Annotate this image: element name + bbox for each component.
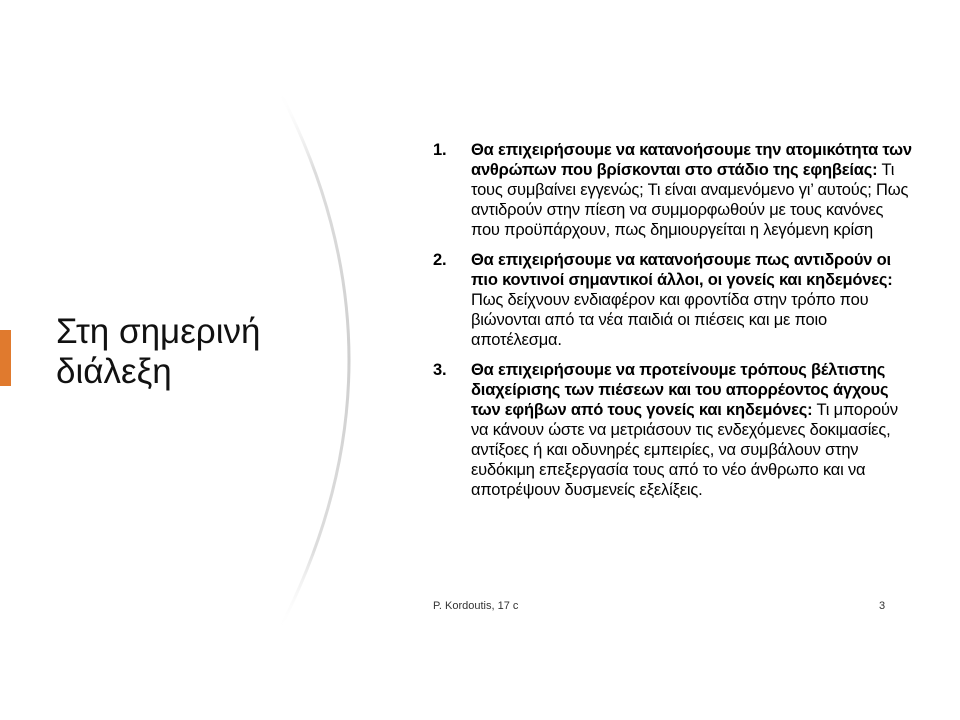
- footer-author: P. Kordoutis, 17 c: [433, 600, 519, 612]
- content-list: [433, 140, 913, 510]
- accent-bar: [0, 330, 11, 386]
- list-item: [433, 140, 913, 240]
- list-item-heading: Θα επιχειρήσουμε να κατανοήσουμε την ατομικότητα των ανθρώπων που βρίσκονται στο στάδιο της εφηβείας:: [471, 141, 912, 179]
- list-item-text: Τι μπορούν να κάνουν ώστε να μετριάσουν τις ενδεχόμενες δοκιμασίες, αντίξοες ή και οδυνηρές εμπειρίες, να συμβάλουν στην ευδόκιμη επεξεργασία τους από το νέο άνθρωπο και να αποτρέψουν δυσμενείς εξελίξεις.: [471, 401, 898, 499]
- list-item-number: 1.: [433, 141, 447, 159]
- slide-title: Στη σημερινή διάλεξη: [56, 312, 261, 391]
- footer-page-number: 3: [879, 600, 886, 612]
- list-item-number: 3.: [433, 361, 447, 379]
- list-item: [433, 360, 913, 500]
- list-item-number: 2.: [433, 251, 447, 269]
- list-item-text: Τι τους συμβαίνει εγγενώς; Τι είναι αναμενόμενο γι’ αυτούς; Πως αντιδρούν στην πίεση να συμμορφωθούν με τους κανόνες που προϋπάρχουν, πως δημιουργείται η λεγόμενη κρίση: [471, 161, 909, 239]
- list-item-heading: Θα επιχειρήσουμε να κατανοήσουμε πως αντιδρούν οι πιο κοντινοί σημαντικοί άλλοι, οι γονείς και κηδεμόνες:: [471, 251, 893, 289]
- list-item: [433, 250, 913, 350]
- list-item-heading: Θα επιχειρήσουμε να προτείνουμε τρόπους βέλτιστης διαχείρισης των πιέσεων και του απορρέοντος άγχους των εφήβων από τους γονείς και κηδεμόνες:: [471, 361, 889, 419]
- list-item-text: Πως δείχνουν ενδιαφέρον και φροντίδα στην τρόπο που βιώνονται από τα νέα παιδιά οι πιέσεις και με ποιο αποτέλεσμα.: [471, 291, 869, 349]
